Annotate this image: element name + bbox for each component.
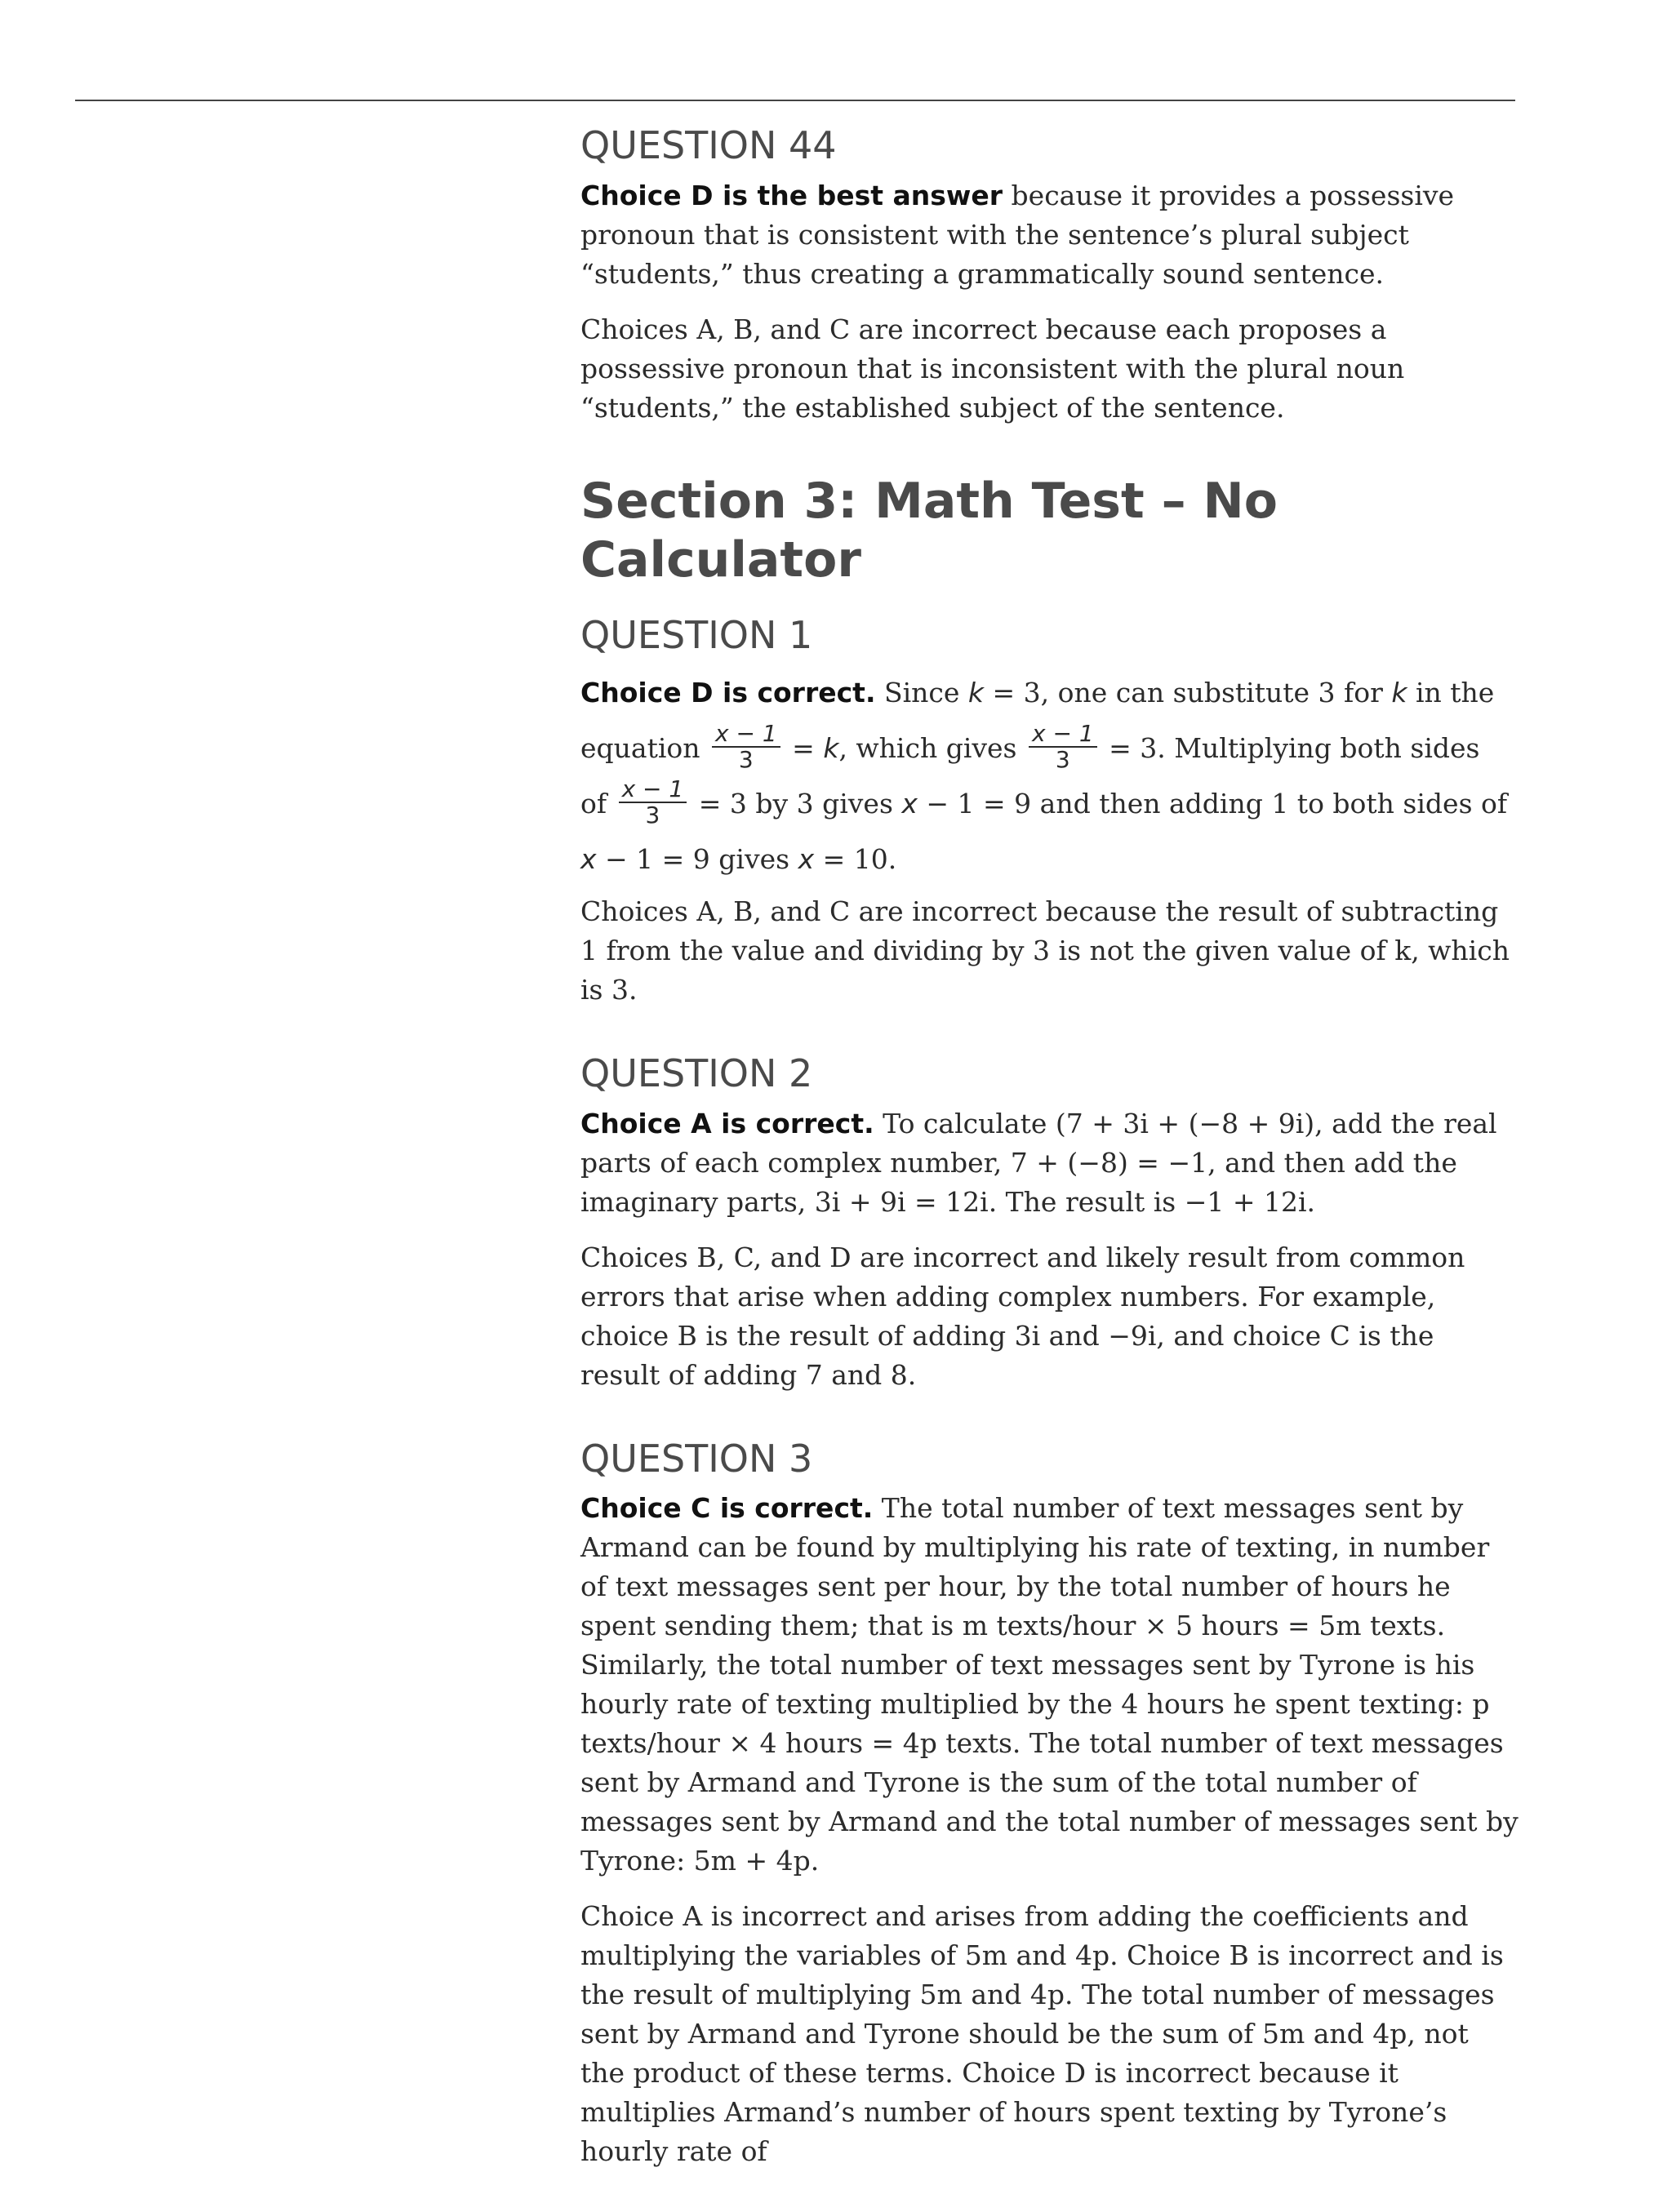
page-content <box>580 122 1519 2212</box>
question-3-answer-lead: Choice C is correct. <box>580 1492 874 1524</box>
question-1-incorrect-choices: Choices A, B, and C are incorrect because the result of subtracting 1 from the value and dividing by 3 is not the given value of k, which is 3. <box>580 895 1510 1006</box>
question-3-explanation-text: The total number of text messages sent by Armand can be found by multiplying his rate of texting, in number of text messages sent per hour, by the total number of hours he spent sending them; that is m texts/hour × 5 hours = 5m texts. Similarly, the total number of text messages sent by Tyrone is his hourly rate of texting multiplied by the 4 hours he spent texting: p texts/hour × 4 hours = 4p texts. The total number of text messages sent by Armand and Tyrone is the sum of the total number of messages sent by Armand and the total number of messages sent by Tyrone: 5m + 4p. <box>580 1492 1519 1877</box>
question-1-heading: QUESTION 1 <box>580 612 813 657</box>
question-2-answer-lead: Choice A is correct. <box>580 1107 874 1139</box>
question-3-heading: QUESTION 3 <box>580 1436 813 1481</box>
question-44-heading: QUESTION 44 <box>580 123 837 167</box>
question-2-incorrect-choices: Choices B, C, and D are incorrect and likely result from common errors that arise when adding complex numbers. For example, choice B is the result of adding 3i and −9i, and choice C is the result of adding 7 and 8. <box>580 1241 1465 1391</box>
section-title: Section 3: Math Test – No Calculator <box>580 472 1278 589</box>
question-1-explanation: Choice D is correct. Since k = 3, one can substitute 3 for k in the equation $\frac{x - 1}{3}$ = k, which gives $\frac{x - 1}{3}$ = 3. Multiplying both sides of $\frac{x - 1}{3}$ = 3 by 3 gives x − 1 = 9 and then adding 1 to both sides of x − 1 = 9 gives x = 10. <box>580 677 1508 875</box>
fraction: $\frac{x - 1}{3}$ <box>712 722 780 772</box>
question-44-answer-lead: Choice D is the best answer <box>580 179 1003 211</box>
question-44-explanation-text: because it provides a possessive pronoun that is consistent with the sentence’s plural subject “students,” thus creating a grammatically sound sentence. <box>580 179 1455 290</box>
question-1 <box>580 612 1519 1011</box>
question-1-answer-lead: Choice D is correct. <box>580 677 876 708</box>
fraction: $\frac{x - 1}{3}$ <box>1029 722 1097 772</box>
question-3-incorrect-choices: Choice A is incorrect and arises from adding the coefficients and multiplying the variables of 5m and 4p. Choice B is incorrect and is the result of multiplying 5m and 4p. The total number of messages sent by Armand and Tyrone should be the sum of 5m and 4p, not the product of these terms. Choice D is incorrect because it multiplies Armand’s number of hours spent texting by Tyrone’s hourly rate of <box>580 1900 1504 2167</box>
question-44 <box>580 122 1519 428</box>
fraction: $\frac{x - 1}{3}$ <box>619 777 687 828</box>
question-2-explanation <box>580 1104 1519 1222</box>
question-3 <box>580 1436 1519 2172</box>
question-2-heading: QUESTION 2 <box>580 1051 813 1095</box>
question-2-explanation-text: To calculate (7 + 3i + (−8 + 9i), add the real parts of each complex number, 7 + (−8) = −1, and then add the imaginary parts, 3i + 9i = 12i. The result is −1 + 12i. <box>580 1107 1497 1218</box>
question-44-incorrect-choices: Choices A, B, and C are incorrect because each proposes a possessive pronoun that is inconsistent with the plural noun “students,” the established subject of the sentence. <box>580 313 1405 424</box>
question-3-explanation <box>580 1489 1519 1881</box>
header-rule <box>75 100 1515 101</box>
question-44-explanation <box>580 176 1519 294</box>
question-2 <box>580 1050 1519 1395</box>
